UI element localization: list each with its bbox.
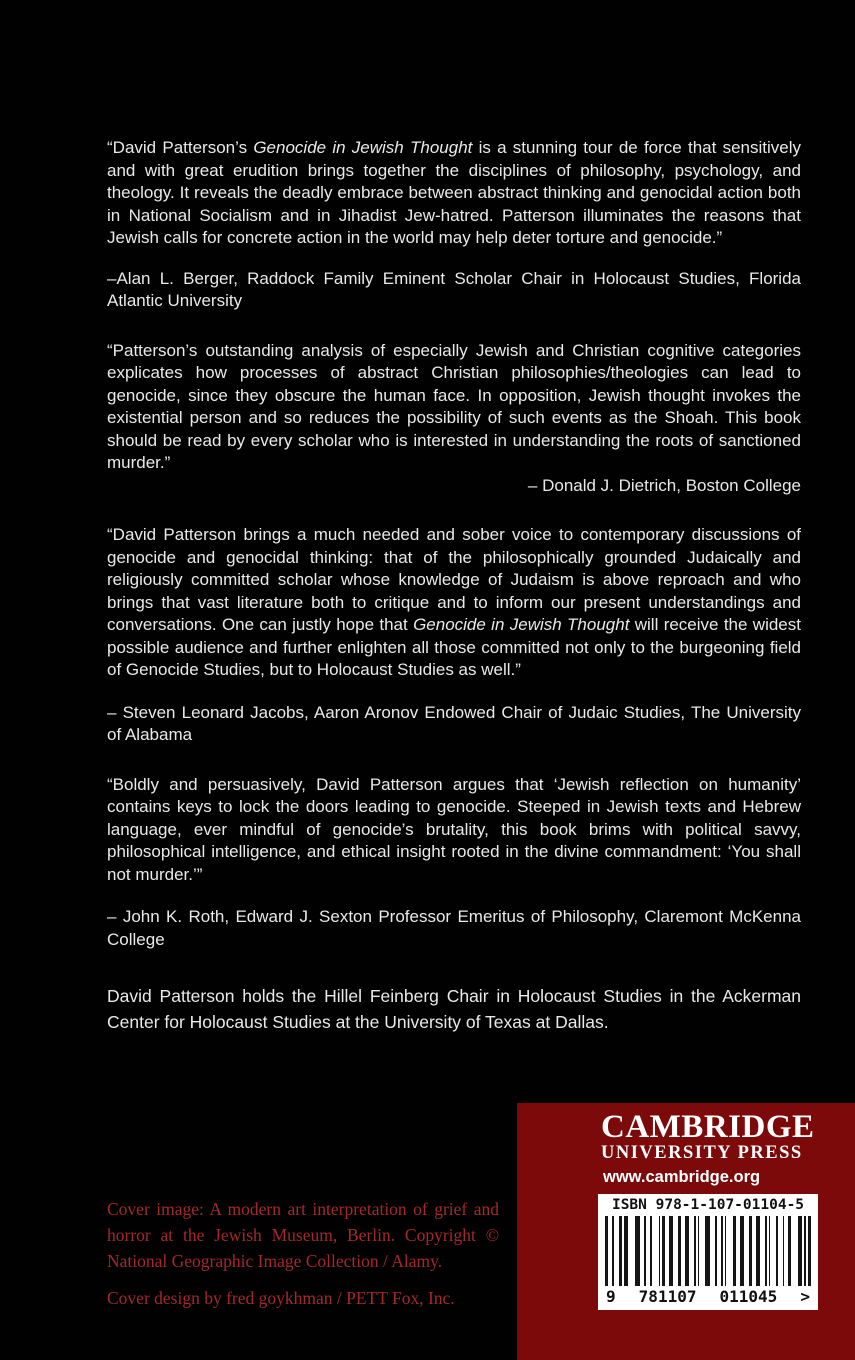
- endorsements-section: [107, 137, 801, 1035]
- quote-text: “Boldly and persuasively, David Patterson argues that ‘Jewish reflection on humanity’ contains keys to lock the doors leading to genocide. Steeped in Jewish texts and Hebrew language, ever mindful of genocide’s brutality, this book brims with political savvy, philosophical intelligence, and ethical insight rooted in the divine commandment: ‘You shall not murder.’”: [107, 774, 801, 884]
- endorsement-quote-1: [107, 137, 801, 250]
- barcode-digit-group: 781107: [638, 1287, 697, 1306]
- endorsement-quote-2: [107, 340, 801, 475]
- barcode-bars: [605, 1216, 811, 1286]
- quote-text: is a stunning tour de force that sensitively and with great erudition brings together the disciplines of philosophy, psychology, and theology. It reveals the deadly embrace between abstract thinking and genocidal action both in National Socialism and in Jihadist Jew-hatred. Patterson illuminates the reasons that Jewish calls for concrete action in the world may help deter torture and genocide.”: [107, 138, 801, 247]
- endorsement-attribution-1: –Alan L. Berger, Raddock Family Eminent Scholar Chair in Holocaust Studies, Florida Atlantic University: [107, 268, 801, 310]
- cover-design-credit: Cover design by fred goykhman / PETT Fox, Inc.: [107, 1288, 455, 1308]
- endorsement-attribution-2: – Donald J. Dietrich, Boston College: [527, 475, 801, 495]
- book-title-italic: Genocide in Jewish Thought: [253, 138, 473, 157]
- cover-credits: [107, 1196, 499, 1311]
- cover-image-credit: Cover image: A modern art interpretation of grief and horror at the Jewish Museum, Berlin. Copyright © National Geographic Image Collection / Alamy.: [107, 1199, 499, 1271]
- endorsement-attribution-4: – John K. Roth, Edward J. Sexton Professor Emeritus of Philosophy, Claremont McKenna College: [107, 907, 801, 949]
- book-title-italic: Genocide in Jewish Thought: [413, 615, 630, 634]
- quote-text: “David Patterson brings a much needed and sober voice to contemporary discussions of genocide and genocidal thinking: that of the philosophically grounded Judaically and religiously committed scholar whose knowledge of Judaism is above reproach and who brings that vast literature both to critique and to inform our present understandings and conversations. One can justly hope that: [107, 525, 801, 634]
- publisher-logo-university-press: UNIVERSITY PRESS: [601, 1143, 803, 1163]
- publisher-logo-cambridge: CAMBRIDGE: [601, 1109, 815, 1145]
- barcode-digits: [605, 1288, 811, 1306]
- quote-text: “David Patterson’s: [107, 138, 254, 157]
- author-bio: David Patterson holds the Hillel Feinberg Chair in Holocaust Studies in the Ackerman Center for Holocaust Studies at the University of Texas at Dallas.: [107, 986, 801, 1032]
- barcode-digit-group: 011045: [719, 1287, 778, 1306]
- publisher-website: www.cambridge.org: [603, 1168, 761, 1186]
- publisher-panel: [517, 1103, 855, 1360]
- quote-text: “Patterson’s outstanding analysis of especially Jewish and Christian cognitive categories explicates how processes of abstract Christian philosophies/theologies can lead to genocide, since they obscure the human face. In opposition, Jewish thought invokes the existential person and so reduces the possibility of such events as the Shoah. This book should be read by every scholar who is interested in understanding the roots of sanctioned murder.”: [107, 340, 801, 472]
- endorsement-quote-4: [107, 774, 801, 887]
- endorsement-quote-3: [107, 524, 801, 682]
- isbn-label: ISBN 978-1-107-01104-5: [611, 1197, 805, 1213]
- quote-text: will receive the widest possible audience and further enlighten all those committed not only to the burgeoning field of Genocide Studies, but to Holocaust Studies as well.”: [107, 615, 801, 679]
- barcode-digit-group: >: [800, 1287, 810, 1306]
- endorsement-attribution-3: – Steven Leonard Jacobs, Aaron Aronov Endowed Chair of Judaic Studies, The University of Alabama: [107, 702, 801, 744]
- barcode-digit-group: 9: [606, 1287, 616, 1306]
- barcode: [598, 1194, 818, 1310]
